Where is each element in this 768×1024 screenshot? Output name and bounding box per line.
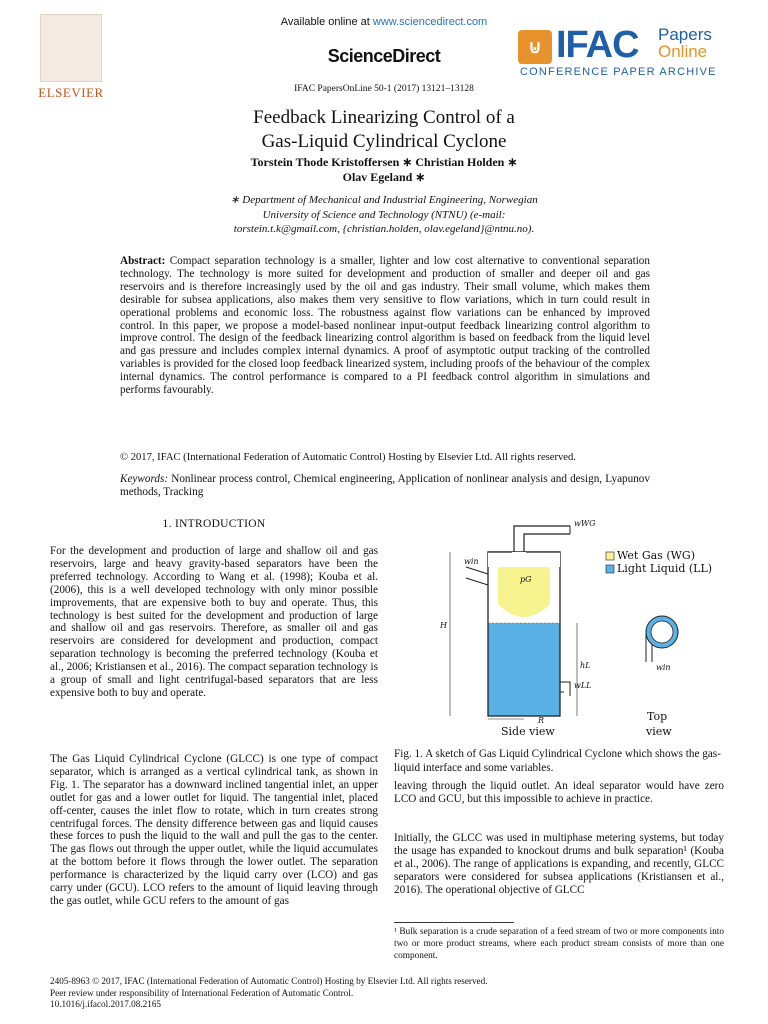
intro-paragraph-1 [50,545,378,700]
section-heading: 1. INTRODUCTION [162,518,266,530]
liquid-region [488,623,560,716]
authors-line-2: Olav Egeland ∗ [342,170,426,184]
inlet-pipe [466,567,488,585]
glcc-sketch [394,512,724,742]
ifac-archive-tagline: CONFERENCE PAPER ARCHIVE [520,66,717,78]
intro-paragraph-1-text: For the development and production of large and shallow oil and gas reservoirs, large and heavy gravity-based separators have been the preferred technology. According to Wang et al. (1998); Kouba et al. (2006), this is a well developed technology with only minor possible improvements, that are expensive both to buy and operate. Thus, this technology is best suited for the development and production of large and shallow oil and gas reservoirs. Therefore, as smaller oil and gas reservoirs are considered for development and production, compact separation technology is becoming the preferred technology (Kouba et al., 2006; Kristiansen et al., 2016). The compact separation technology is a group of small and light centrifugal-based separators that are less expensive both to buy and operate. [50,545,378,699]
right-paragraph-2 [394,832,724,897]
ifac-badge-icon: ⊍ [518,30,552,64]
page-footer [50,976,730,1011]
journal-reference: IFAC PapersOnLine 50-1 (2017) 13121–13128 [294,84,474,94]
legend-gas: Wet Gas (WG) [617,549,695,562]
available-prefix: Available online at [280,16,373,28]
side-view-label: Side view [501,725,555,738]
label-pg: pG [520,575,532,584]
ifac-logo [518,22,728,82]
ifac-papers: Papers [658,25,712,44]
label-hl: hL [580,661,591,670]
legend-liquid: Light Liquid (LL) [617,562,713,575]
footer-doi[interactable]: 10.1016/j.ifacol.2017.08.2165 [50,999,162,1009]
footnote-rule [394,922,514,923]
label-H: H [440,621,447,630]
label-R: R [538,716,545,725]
affiliation-line-3: torstein.t.k@gmail.com, {christian.holden, olav.egeland}@ntnu.no). [233,223,535,235]
affiliation [0,193,768,237]
abstract [120,255,650,397]
elsevier-wordmark: ELSEVIER [38,85,104,100]
authors [0,155,768,185]
keywords-text: Nonlinear process control, Chemical engineering, Application of nonlinear analysis and design, Lyapunov methods, Tracking [120,473,650,498]
sciencedirect-link[interactable]: www.sciencedirect.com [372,16,488,28]
sciencedirect-logo: ScienceDirect [327,46,441,66]
authors-line-1: Torstein Thode Kristoffersen ∗ Christian Holden ∗ [250,155,518,169]
affiliation-line-1: ∗ Department of Mechanical and Industrial Engineering, Norwegian [230,194,538,206]
footnote: ¹ Bulk separation is a crude separation of a feed stream of two or more components into two or more product streams, where each product stream consists of more than one component. [394,927,724,961]
legend-liquid-swatch [606,565,614,573]
top-view-label-1: Top [647,710,668,723]
affiliation-line-2: University of Science and Technology (NTNU) (e-mail: [262,208,506,221]
liquid-outlet-pipe [560,682,570,696]
legend-gas-swatch [606,552,614,560]
intro-paragraph-2-text: The Gas Liquid Cylindrical Cyclone (GLCC) is one type of compact separator, which is arranged as a vertical cylindrical tank, as shown in Fig. 1. The separator has a downward inclined tangential inlet, an upper outlet for gas and a lower outlet for liquid. The tangential inlet, placed off-center, causes the inlet flow to rotate, which in turn creates strong centrifugal forces. The density difference between gas and liquid causes these forces to push the liquid to the wall and pull the gas to the center. The gas flows out through the upper outlet, while the liquid accumulates at the bottom before it flows through the lower outlet. The separation performance is characterized by the liquid carry over (LCO) and gas carry under (GCU). LCO refers to the amount of liquid leaving through the gas outlet, while GCU refers to the amount of gas [50,753,378,907]
label-win-top: win [656,663,671,672]
title-line-2: Gas-Liquid Cylindrical Cyclone [261,131,507,152]
intro-paragraph-2 [50,753,378,908]
label-wwg: wWG [574,519,596,528]
right-paragraph-1 [394,780,724,806]
label-wll: wLL [574,681,592,690]
right-paragraph-2-text: Initially, the GLCC was used in multiphase metering systems, but today the usage has expanded to knockout drums and bulk separation¹ (Kouba et al., 2006). The range of applications is expanding, and recently, GLCC separators were considered for subsea applications (Kristiansen et al., 2016). The operational objective of GLCC [394,832,724,896]
footer-line-2: Peer review under responsibility of International Federation of Automatic Control. [50,987,354,998]
label-win: win [464,557,479,566]
top-view-inner [651,621,673,643]
keywords-label: Keywords: [120,473,169,485]
figure-caption: Fig. 1. A sketch of Gas Liquid Cylindrical Cyclone which shows the gas-liquid interface and some variables. [394,748,721,774]
outlet-gap [512,552,526,567]
right-paragraph-1-text: leaving through the liquid outlet. An ideal separator would have zero LCO and GCU, but this impossible to achieve in practice. [394,780,724,805]
paper-title [0,106,768,154]
abstract-label: Abstract: [120,255,166,267]
ifac-online: Online [658,42,708,61]
figure-1 [394,512,724,742]
top-view-label-2: view [646,725,672,738]
ifac-wordmark: IFAC [556,24,639,66]
footer-line-1: 2405-8963 © 2017, IFAC (International Federation of Automatic Control) Hosting by Elsevier Ltd. All rights reserved. [50,976,488,986]
copyright-line: © 2017, IFAC (International Federation of Automatic Control) Hosting by Elsevier Ltd. All rights reserved. [120,452,576,463]
ifac-papers-online [658,26,712,60]
title-line-1: Feedback Linearizing Control of a [253,107,515,128]
abstract-text: Compact separation technology is a smaller, lighter and low cost alternative to conventional separation technology. The technology is more suited for development and production of smaller and deeper oil and gas reservoirs and is therefore increasingly used by the oil and gas industry. Their small volume, which makes them desirable for subsea applications, also makes them very sensitive to flow variations, which in turn could result in operational problems and economic loss. The robustness against flow variations can be enhanced by improved control. In this paper, we propose a model-based nonlinear input-output feedback linearizing control algorithm to improve control. The design of the feedback linearizing control algorithm is based on feedback from the liquid level and gas pressure and includes complex internal dynamics. A proof of asymptotic output tracking of the controlled variables is provided for the closed loop feedback linearized system, including proofs of the behaviour of the complex internal dynamics. The control performance is compared to a PI feedback control algorithm in simulations and performs favourably. [120,255,650,397]
keywords [120,473,650,499]
